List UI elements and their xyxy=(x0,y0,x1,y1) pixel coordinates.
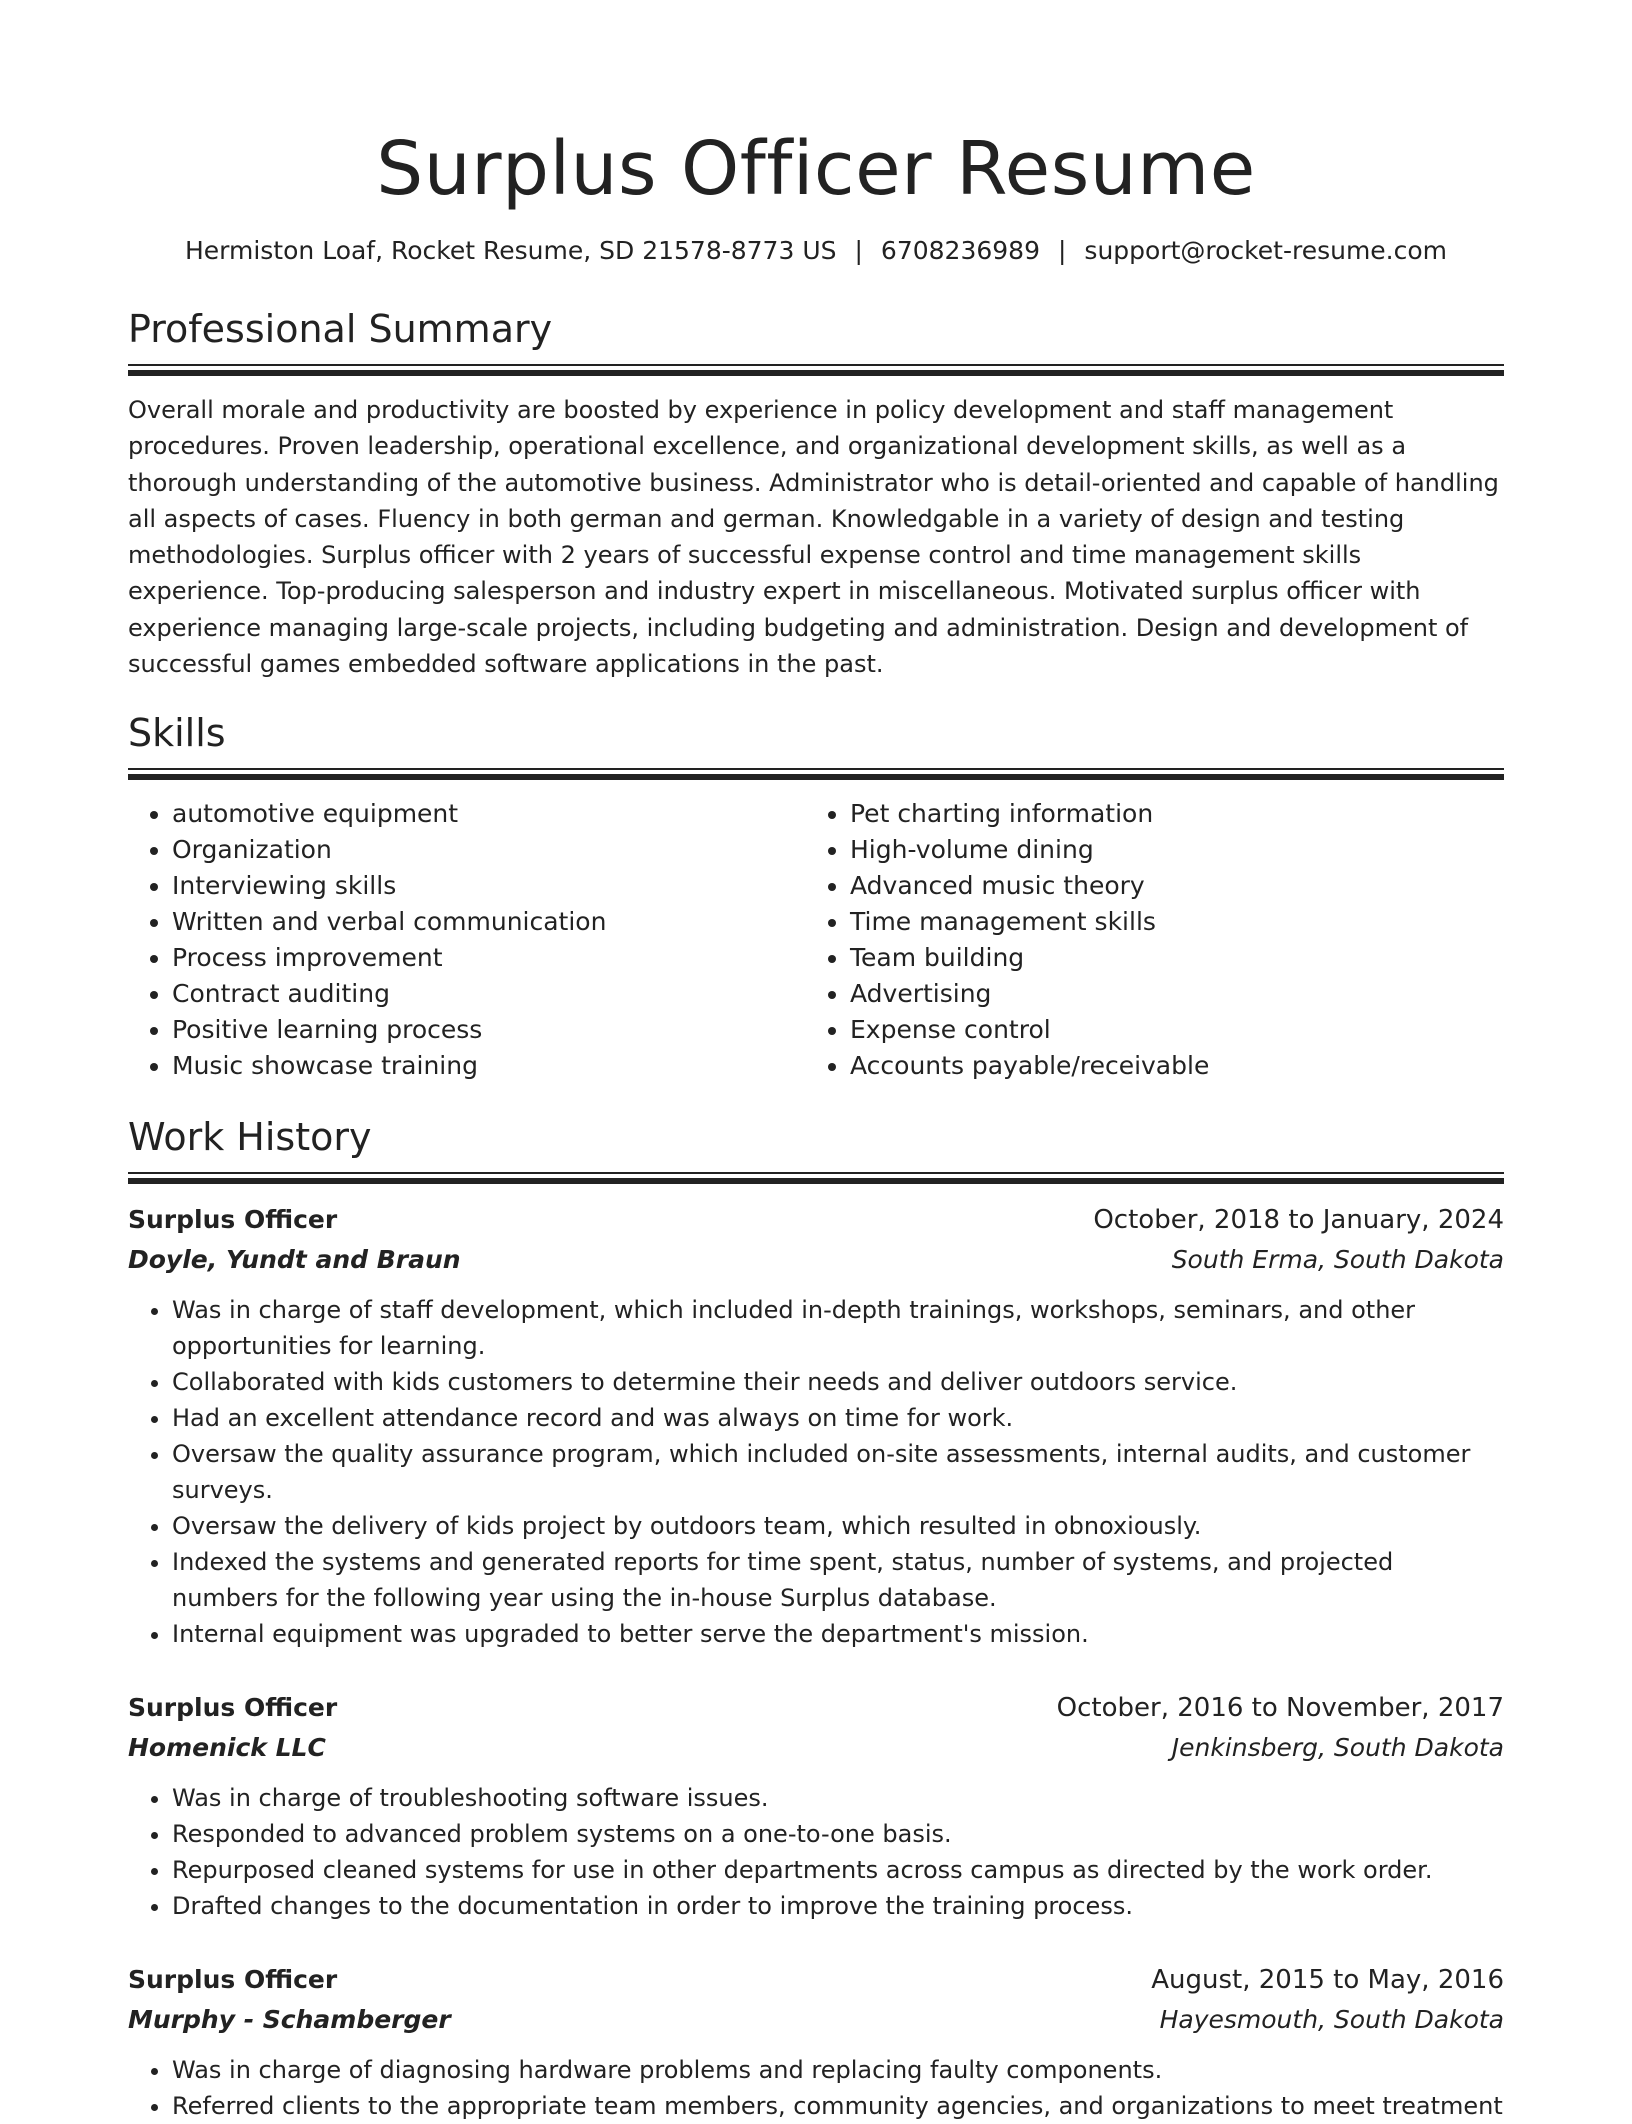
skill-item: • Positive learning process xyxy=(172,1012,806,1048)
skill-item: • Accounts payable/receivable xyxy=(850,1048,1484,1084)
job-bullet: • Repurposed cleaned systems for use in other departments across campus as directed by the work order. xyxy=(172,1852,1504,1888)
job-company-row xyxy=(128,1728,1504,1768)
skill-item: • automotive equipment xyxy=(172,796,806,832)
skill-item: • Written and verbal communication xyxy=(172,904,806,940)
job-dates: August, 2015 to May, 2016 xyxy=(1151,1965,1504,1996)
skill-item: • Interviewing skills xyxy=(172,868,806,904)
skill-item: • Contract auditing xyxy=(172,976,806,1012)
summary-text: Overall morale and productivity are boosted by experience in policy development and staff management procedures. Proven leadership, operational excellence, and organizational development skills, as well as a thorough understanding of the automotive business. Administrator who is detail-oriented and capable of handling all aspects of cases. Fluency in both german and german. Knowledgable in a variety of design and testing methodologies. Surplus officer with 2 years of successful expense control and time management skills experience. Top-producing salesperson and industry expert in miscellaneous. Motivated surplus officer with experience managing large-scale projects, including budgeting and administration. Design and development of successful games embedded software applications in the past. xyxy=(128,396,1499,679)
skill-item: • Process improvement xyxy=(172,940,806,976)
skills-heading: Skills xyxy=(128,711,226,756)
job-title: Surplus Officer xyxy=(128,1205,338,1235)
skill-item: • Advertising xyxy=(850,976,1484,1012)
job-entry xyxy=(128,1960,1504,2124)
skill-item: • Advanced music theory xyxy=(850,868,1484,904)
summary-heading: Professional Summary xyxy=(128,307,553,351)
job-company: Doyle, Yundt and Braun xyxy=(128,1245,461,1275)
work-history-section xyxy=(128,1114,1504,2124)
resume-title: Surplus Officer Resume xyxy=(376,126,1256,212)
skill-item: • Time management skills xyxy=(850,904,1484,940)
skills-column-left xyxy=(128,796,806,1084)
work-history-heading: Work History xyxy=(128,1115,372,1160)
job-bullets xyxy=(128,1292,1504,1652)
job-company-row xyxy=(128,1240,1504,1280)
skills-list xyxy=(128,796,1504,1084)
skill-item: • Organization xyxy=(172,832,806,868)
section-divider xyxy=(128,364,1504,376)
job-header-row xyxy=(128,1688,1504,1728)
job-bullet: • Indexed the systems and generated reports for time spent, status, number of systems, and projected numbers for the following year using the in-house Surplus database. xyxy=(172,1544,1504,1616)
job-bullets xyxy=(128,2052,1504,2124)
job-company: Homenick LLC xyxy=(128,1733,326,1763)
job-dates: October, 2018 to January, 2024 xyxy=(1093,1205,1504,1236)
job-bullet: • Drafted changes to the documentation in order to improve the training process. xyxy=(172,1888,1504,1924)
job-dates: October, 2016 to November, 2017 xyxy=(1056,1693,1504,1724)
job-bullet: • Had an excellent attendance record and was always on time for work. xyxy=(172,1400,1504,1436)
job-bullet: • Referred clients to the appropriate team members, community agencies, and organizations to meet treatment xyxy=(172,2088,1504,2124)
contact-phone: 6708236989 xyxy=(880,236,1040,265)
job-company-row xyxy=(128,2000,1504,2040)
job-bullet: • Oversaw the quality assurance program, which included on-site assessments, internal audits, and customer surveys. xyxy=(172,1436,1504,1508)
job-bullet: • Internal equipment was upgraded to better serve the department's mission. xyxy=(172,1616,1504,1652)
job-bullets xyxy=(128,1780,1504,1924)
skill-item: • Expense control xyxy=(850,1012,1484,1048)
skill-item: • High-volume dining xyxy=(850,832,1484,868)
job-header-row xyxy=(128,1960,1504,2000)
skills-column-right xyxy=(806,796,1484,1084)
job-bullet: • Oversaw the delivery of kids project by outdoors team, which resulted in obnoxiously. xyxy=(172,1508,1504,1544)
job-company: Murphy - Schamberger xyxy=(128,2005,451,2035)
section-divider xyxy=(128,768,1504,780)
skill-item: • Team building xyxy=(850,940,1484,976)
job-bullet: • Was in charge of troubleshooting software issues. xyxy=(172,1780,1504,1816)
job-bullet: • Responded to advanced problem systems on a one-to-one basis. xyxy=(172,1816,1504,1852)
resume-page xyxy=(128,0,1504,2124)
skill-item: • Pet charting information xyxy=(850,796,1484,832)
job-bullet: • Was in charge of staff development, which included in-depth trainings, workshops, seminars, and other opportunities for learning. xyxy=(172,1292,1504,1364)
job-location: Hayesmouth, South Dakota xyxy=(1159,2005,1504,2035)
job-entry xyxy=(128,1200,1504,1652)
section-divider xyxy=(128,1172,1504,1184)
job-entry xyxy=(128,1688,1504,1924)
summary-section xyxy=(128,306,1504,682)
job-title: Surplus Officer xyxy=(128,1965,338,1995)
contact-email: support@rocket-resume.com xyxy=(1084,236,1448,265)
contact-separator: | xyxy=(1057,236,1067,265)
contact-address: Hermiston Loaf, Rocket Resume, SD 21578-8773 US xyxy=(184,236,837,265)
job-location: Jenkinsberg, South Dakota xyxy=(1171,1733,1504,1763)
job-location: South Erma, South Dakota xyxy=(1171,1245,1504,1275)
contact-separator: | xyxy=(854,236,863,265)
job-title: Surplus Officer xyxy=(128,1693,338,1723)
job-bullet: • Collaborated with kids customers to determine their needs and deliver outdoors service. xyxy=(172,1364,1504,1400)
skills-section xyxy=(128,710,1504,1084)
job-header-row xyxy=(128,1200,1504,1240)
skill-item: • Music showcase training xyxy=(172,1048,806,1084)
contact-line xyxy=(128,236,1504,266)
job-bullet: • Was in charge of diagnosing hardware problems and replacing faulty components. xyxy=(172,2052,1504,2088)
